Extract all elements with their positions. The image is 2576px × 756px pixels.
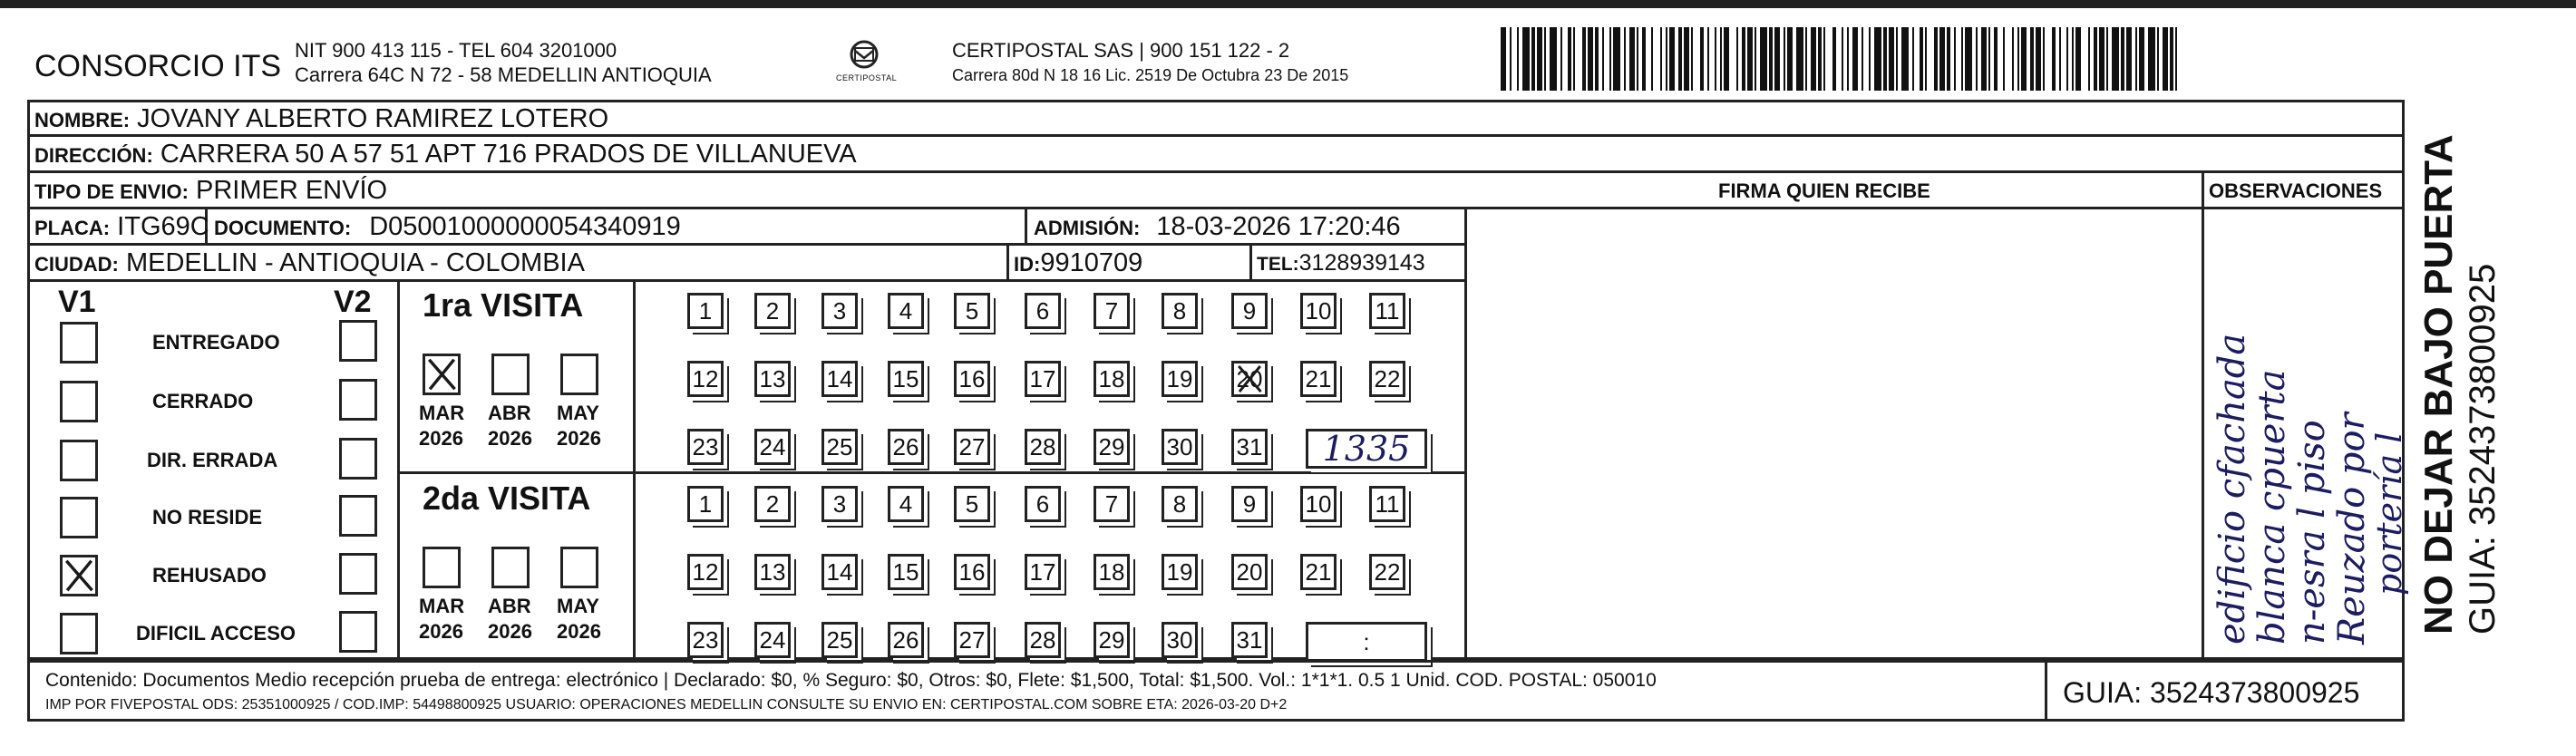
day-box[interactable] [754, 429, 791, 465]
ciudad-value: MEDELLIN - ANTIOQUIA - COLOMBIA [125, 248, 585, 277]
day-box[interactable] [687, 361, 724, 397]
day-box[interactable] [954, 429, 990, 465]
admision-label: ADMISIÓN: [1034, 217, 1141, 239]
day-box[interactable] [1231, 293, 1268, 329]
day-number: 15 [892, 364, 919, 393]
status-v1-checkbox[interactable] [60, 555, 98, 596]
obs-line-5: portería l [2369, 431, 2409, 596]
tipo-label: TIPO DE ENVIO: [34, 180, 189, 203]
day-box[interactable] [1025, 554, 1061, 590]
day-box[interactable] [1094, 486, 1130, 522]
firma-label: FIRMA QUIEN RECIBE [1718, 179, 1930, 202]
day-number: 11 [1375, 489, 1400, 518]
day-number: 9 [1242, 296, 1257, 325]
day-box[interactable] [687, 622, 724, 658]
month-checkbox[interactable] [560, 547, 598, 588]
status-label: DIFICIL ACCESO [136, 622, 296, 645]
visit-time-box[interactable] [1306, 622, 1427, 662]
status-v2-checkbox[interactable] [339, 320, 377, 362]
day-number: 14 [826, 364, 853, 393]
day-number: 17 [1029, 557, 1056, 586]
status-v2-checkbox[interactable] [339, 553, 377, 595]
day-box[interactable] [1162, 361, 1198, 397]
day-number: 27 [958, 432, 986, 460]
day-number: 24 [759, 432, 786, 460]
month-year-label: 2026 [557, 620, 601, 643]
day-box[interactable] [888, 429, 924, 465]
day-number: 16 [958, 557, 986, 586]
status-label: DIR. ERRADA [147, 449, 278, 471]
nombre-label: NOMBRE: [34, 109, 131, 131]
day-box[interactable] [1300, 486, 1337, 522]
day-number: 29 [1098, 625, 1125, 654]
visit-title: 1ra VISITA [423, 286, 584, 324]
tel-value: 3128939143 [1298, 250, 1425, 276]
day-number: 23 [692, 625, 719, 654]
side-warning: NO DEJAR BAJO PUERTA [2416, 134, 2461, 635]
day-number: 10 [1305, 489, 1332, 518]
placa-value: ITG69C [117, 212, 209, 241]
barcode [1501, 27, 2181, 91]
footer-imp-line: IMP POR FIVEPOSTAL ODS: 25351000925 / COD.IMP: 54498800925 USUARIO: OPERACIONES MEDELLIN CONSULTE SU ENVIO EN: CERTIPOSTAL.COM SOBRE ETA: 2026-03-20 D+2 [45, 697, 1288, 712]
ciudad-field [34, 250, 585, 276]
tel-label: TEL: [1257, 254, 1299, 275]
day-box[interactable] [888, 622, 924, 658]
day-box[interactable] [754, 293, 791, 329]
nombre-row [34, 106, 608, 132]
day-number: 5 [965, 489, 979, 518]
day-number: 13 [759, 557, 786, 586]
day-number: 4 [899, 296, 913, 325]
status-label: CERRADO [152, 390, 254, 412]
day-box[interactable] [954, 486, 990, 522]
id-label: ID: [1014, 253, 1041, 276]
x-mark-icon [425, 356, 458, 393]
company-nit: NIT 900 413 115 - TEL 604 3201000 [295, 39, 617, 62]
day-number: 9 [1242, 489, 1257, 518]
obs-line-3: n-esra l piso [2291, 420, 2333, 645]
day-box[interactable] [888, 486, 924, 522]
certipostal-logo [832, 34, 896, 89]
day-box[interactable] [954, 361, 990, 397]
month-checkbox[interactable] [423, 354, 461, 395]
side-panel [2412, 100, 2512, 653]
visit-time-value: 1335 [1322, 429, 1411, 469]
day-number: 3 [832, 489, 847, 518]
day-number: 16 [958, 364, 986, 393]
day-box[interactable] [687, 293, 724, 329]
ciudad-label: CIUDAD: [34, 253, 119, 276]
day-number: 12 [692, 364, 719, 393]
month-year-label: 2026 [488, 427, 532, 450]
day-box[interactable] [1094, 429, 1130, 465]
day-box[interactable] [1162, 622, 1198, 658]
day-box[interactable] [1231, 622, 1268, 658]
day-box[interactable] [1025, 622, 1061, 658]
day-number: 14 [826, 557, 853, 586]
company-address: Carrera 64C N 72 - 58 MEDELLIN ANTIOQUIA [295, 63, 712, 86]
day-number: 31 [1236, 432, 1263, 460]
day-box[interactable] [687, 429, 724, 465]
day-box[interactable] [821, 486, 858, 522]
day-number: 12 [692, 557, 719, 586]
month-checkbox[interactable] [491, 354, 530, 395]
day-number: 1 [698, 296, 713, 325]
day-number: 24 [759, 625, 786, 654]
direccion-row [34, 141, 857, 168]
month-label: ABR [488, 402, 531, 424]
day-number: 25 [826, 432, 853, 460]
day-number: 15 [892, 557, 919, 586]
day-number: 18 [1098, 364, 1125, 393]
day-number: 13 [759, 364, 786, 393]
day-number: 21 [1305, 557, 1332, 586]
status-v2-checkbox[interactable] [339, 495, 377, 537]
day-number: 19 [1166, 557, 1193, 586]
day-box[interactable] [754, 361, 791, 397]
day-number: 6 [1035, 489, 1050, 518]
day-number: 28 [1029, 625, 1056, 654]
status-label: ENTREGADO [152, 331, 280, 354]
footer-guia: GUIA: 3524373800925 [2063, 676, 2360, 709]
visit-title: 2da VISITA [423, 480, 591, 517]
logo-text: CERTIPOSTAL [836, 73, 898, 82]
day-box[interactable] [954, 622, 990, 658]
day-number: 30 [1166, 432, 1193, 460]
observaciones-label: OBSERVACIONES [2209, 179, 2383, 202]
day-number: 4 [899, 489, 913, 518]
day-box[interactable] [1025, 486, 1061, 522]
id-value: 9910709 [1040, 248, 1143, 277]
direccion-label: DIRECCIÓN: [34, 144, 153, 167]
day-box[interactable] [1094, 293, 1130, 329]
day-box[interactable] [1231, 361, 1268, 397]
day-box[interactable] [754, 622, 791, 658]
day-number: 3 [832, 296, 847, 325]
month-label: MAY [557, 402, 599, 424]
day-box[interactable] [1300, 361, 1337, 397]
day-box[interactable] [1094, 622, 1130, 658]
direccion-value: CARRERA 50 A 57 51 APT 716 PRADOS DE VILLANUEVA [160, 140, 857, 169]
x-mark-icon [63, 557, 95, 594]
day-number: 1 [698, 489, 713, 518]
tel-field [1257, 252, 1425, 275]
month-label: ABR [488, 595, 531, 617]
day-box[interactable] [1231, 554, 1268, 590]
day-box[interactable] [1025, 429, 1061, 465]
day-number: 28 [1029, 432, 1056, 460]
obs-line-1: edificio cfachada [2211, 333, 2253, 645]
day-box[interactable] [1162, 293, 1198, 329]
day-number: 7 [1104, 489, 1119, 518]
day-box[interactable] [821, 554, 858, 590]
nombre-value: JOVANY ALBERTO RAMIREZ LOTERO [137, 104, 609, 133]
day-number: 17 [1029, 364, 1056, 393]
day-number: 22 [1374, 364, 1401, 393]
v1-header: V1 [58, 285, 96, 319]
day-box[interactable] [821, 622, 858, 658]
footer-contenido: Contenido: Documentos Medio recepción prueba de entrega: electrónico | Declarado: $0, % Seguro: $0, Otros: $0, Flete: $1,500, Total: $1,500. Vol.: 1*1*1. 0.5 1 Unid. COD. POSTAL: 050010 [45, 670, 1657, 691]
status-v2-checkbox[interactable] [339, 379, 377, 421]
day-box[interactable] [754, 554, 791, 590]
day-number: 8 [1172, 489, 1187, 518]
documento-field [214, 214, 681, 240]
status-v1-checkbox[interactable] [60, 440, 98, 481]
observaciones-area[interactable] [2203, 210, 2409, 654]
month-label: MAY [557, 595, 599, 617]
day-box[interactable] [821, 429, 858, 465]
day-box[interactable] [1162, 429, 1198, 465]
status-label: NO RESIDE [152, 506, 263, 528]
tipo-row [34, 178, 387, 204]
day-number: 8 [1172, 296, 1187, 325]
placa-field [34, 214, 209, 240]
day-box[interactable] [1369, 486, 1405, 522]
status-v2-checkbox[interactable] [339, 438, 377, 480]
obs-line-4: Reuzado por [2331, 412, 2373, 645]
month-checkbox[interactable] [423, 547, 461, 588]
day-number: 26 [892, 432, 919, 460]
day-box[interactable] [754, 486, 791, 522]
admision-field [1034, 214, 1401, 240]
day-box[interactable] [821, 293, 858, 329]
day-box[interactable] [1162, 486, 1198, 522]
day-box[interactable] [888, 293, 924, 329]
v2-header: V2 [334, 285, 372, 319]
documento-value: D05001000000054340919 [369, 212, 681, 241]
obs-line-2: blanca cpuerta [2251, 369, 2293, 645]
status-v2-checkbox[interactable] [339, 611, 377, 653]
carrier-name: CERTIPOSTAL SAS | 900 151 122 - 2 [952, 39, 1290, 62]
day-number: 10 [1305, 296, 1332, 325]
day-number: 20 [1236, 557, 1263, 586]
day-box[interactable] [1300, 293, 1337, 329]
day-number: 22 [1374, 557, 1401, 586]
carrier-address: Carrera 80d N 18 16 Lic. 2519 De Octubra 23 De 2015 [952, 66, 1349, 84]
month-label: MAR [419, 402, 465, 424]
day-box[interactable] [821, 361, 858, 397]
month-year-label: 2026 [419, 427, 463, 450]
month-year-label: 2026 [557, 427, 601, 450]
side-guia: GUIA: 3524373800925 [2463, 263, 2503, 635]
day-number: 29 [1098, 432, 1125, 460]
day-box[interactable] [1025, 293, 1061, 329]
month-checkbox[interactable] [491, 547, 530, 588]
day-box[interactable] [888, 554, 924, 590]
day-box[interactable] [687, 486, 724, 522]
status-label: REHUSADO [152, 564, 267, 586]
day-box[interactable] [1231, 429, 1268, 465]
day-box[interactable] [1369, 361, 1405, 397]
day-box[interactable] [1369, 293, 1405, 329]
day-box[interactable] [954, 293, 990, 329]
day-box[interactable] [1094, 554, 1130, 590]
day-number: 19 [1166, 364, 1193, 393]
day-number: 2 [765, 489, 780, 518]
day-box[interactable] [1231, 486, 1268, 522]
visit-time-value: : [1363, 627, 1370, 655]
day-number: 31 [1236, 625, 1263, 654]
documento-label: DOCUMENTO: [214, 217, 352, 239]
day-box[interactable] [1300, 554, 1337, 590]
month-year-label: 2026 [419, 620, 463, 643]
day-box[interactable] [687, 554, 724, 590]
day-number: 27 [958, 625, 986, 654]
day-number: 18 [1098, 557, 1125, 586]
status-v1-checkbox[interactable] [60, 613, 98, 654]
day-box[interactable] [1369, 554, 1405, 590]
day-number: 25 [826, 625, 853, 654]
admision-value: 18-03-2026 17:20:46 [1156, 212, 1401, 241]
status-v1-checkbox[interactable] [60, 381, 98, 422]
day-number: 11 [1375, 296, 1400, 325]
day-box[interactable] [888, 361, 924, 397]
placa-label: PLACA: [34, 217, 111, 239]
day-number: 26 [892, 625, 919, 654]
month-checkbox[interactable] [560, 354, 598, 395]
day-number: 30 [1166, 625, 1193, 654]
visit-time-box[interactable] [1306, 429, 1427, 469]
day-box[interactable] [954, 554, 990, 590]
day-number: 7 [1104, 296, 1119, 325]
tipo-value: PRIMER ENVÍO [195, 176, 388, 205]
day-number: 21 [1305, 364, 1332, 393]
day-box[interactable] [1094, 361, 1130, 397]
firma-signature-area[interactable] [1469, 210, 2197, 654]
day-number: 23 [692, 432, 719, 460]
company-name: CONSORCIO ITS [34, 49, 282, 83]
day-number: 5 [965, 296, 979, 325]
status-v1-checkbox[interactable] [60, 322, 98, 363]
day-box[interactable] [1025, 361, 1061, 397]
id-field [1014, 250, 1142, 276]
day-number: 6 [1035, 296, 1050, 325]
day-number: 20 [1236, 364, 1263, 393]
status-v1-checkbox[interactable] [60, 497, 98, 538]
day-number: 2 [765, 296, 780, 325]
month-label: MAR [419, 595, 465, 617]
month-year-label: 2026 [488, 620, 532, 643]
day-box[interactable] [1162, 554, 1198, 590]
